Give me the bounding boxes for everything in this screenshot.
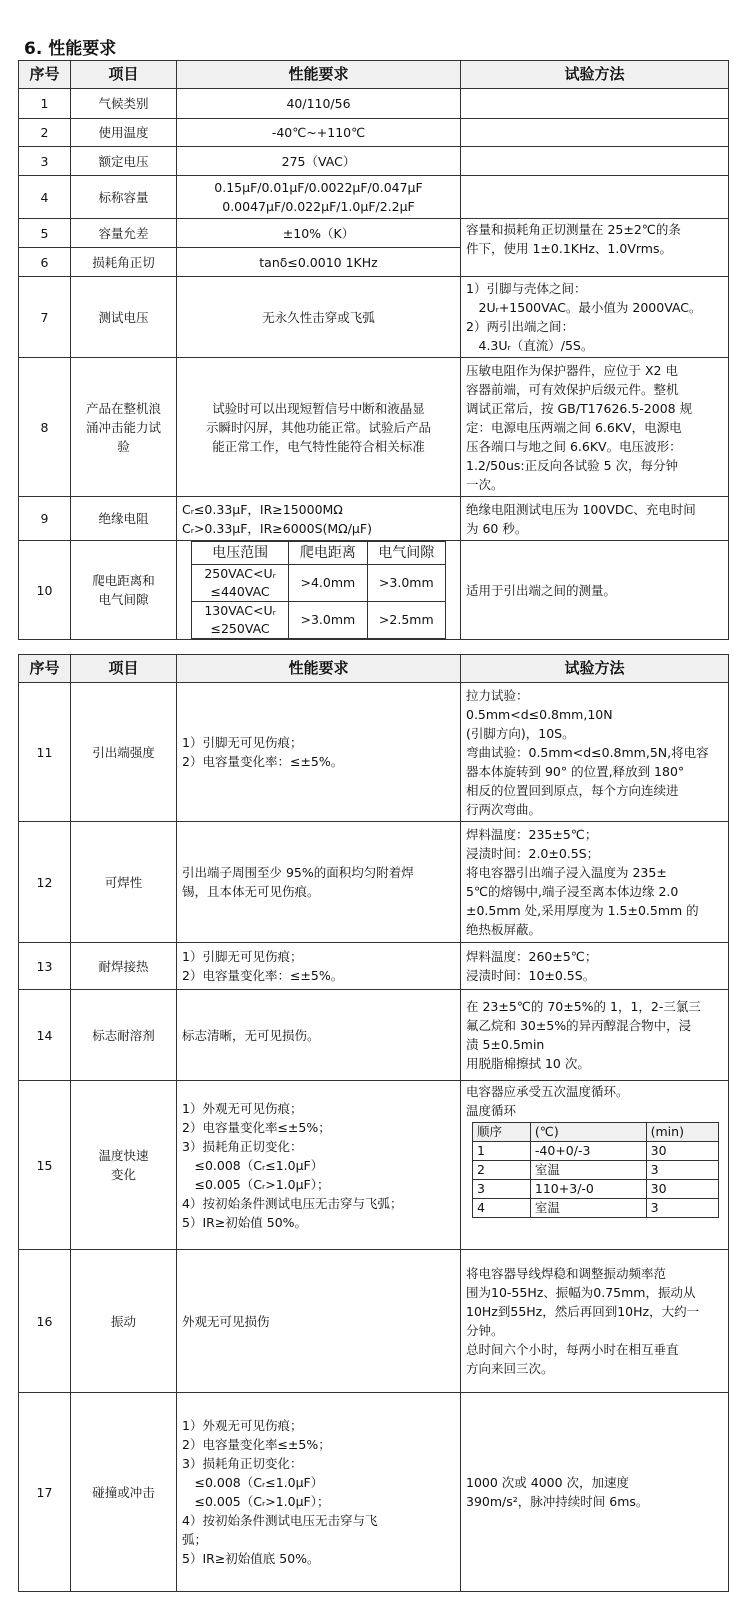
item-name [71, 277, 177, 358]
text-line: -40℃~+110℃ [271, 125, 366, 140]
subtable-header: (min) [646, 1123, 718, 1142]
row-number: 3 [19, 147, 71, 176]
item-name [71, 219, 177, 248]
text-line: 浸渍时间：2.0±0.5S； [466, 846, 600, 861]
text-line: 0.0047μF/0.022μF/1.0μF/2.2μF [222, 199, 415, 214]
requirement [177, 943, 461, 990]
text-line: 试验时可以出现短暂信号中断和液晶显 [212, 400, 425, 416]
text-line: 1000 次或 4000 次，加速度 [466, 1475, 630, 1490]
row-number: 15 [19, 1081, 71, 1250]
table-row [19, 277, 729, 358]
cycle-time: 3 [646, 1161, 718, 1180]
text-line: 绝热板屏蔽。 [466, 922, 542, 937]
row-number: 1 [19, 89, 71, 119]
text-line: 耐焊接热 [98, 958, 149, 974]
text-line: 为 60 秒。 [466, 520, 528, 536]
text-line: 标称容量 [98, 189, 149, 205]
text-line: 1）外观无可见伤痕； [182, 1100, 303, 1116]
text-line: 分钟。 [466, 1323, 504, 1338]
column-header: 试验方法 [461, 61, 729, 89]
requirement [177, 248, 461, 277]
table-row [19, 541, 729, 640]
text-line: ≤440VAC [210, 584, 270, 599]
text-line: 气候类别 [98, 96, 149, 111]
text-line: 40/110/56 [286, 96, 351, 111]
text-line: ≤0.008（Cᵣ≤1.0μF） [182, 1157, 324, 1173]
item-name [71, 990, 177, 1081]
text-line: 容器前端，可有效保护后级元件。整机 [466, 381, 679, 397]
item-name [71, 176, 177, 219]
text-line: 相反的位置回到原点，每个方向连续进 [466, 782, 679, 798]
text-line: 焊料温度：235±5℃； [466, 827, 598, 842]
cycle-seq: 1 [473, 1142, 531, 1161]
test-method [461, 89, 729, 119]
subtable-header: 顺序 [473, 1123, 531, 1142]
text-line: 额定电压 [98, 153, 149, 169]
cycle-seq: 2 [473, 1161, 531, 1180]
subtable-row [192, 565, 446, 602]
text-line: 标志清晰，无可见损伤。 [182, 1027, 320, 1043]
voltage-range [192, 565, 289, 602]
subtable-header: (℃) [530, 1123, 646, 1142]
text-line: ≤0.005（Cᵣ>1.0μF）； [182, 1494, 330, 1509]
subtable-header: 电气间隙 [367, 542, 445, 565]
subtable-header: 爬电距离 [289, 542, 367, 565]
text-line: 使用温度 [98, 125, 149, 140]
item-name [71, 943, 177, 990]
text-line: 温度快速 [98, 1148, 149, 1163]
text-line: Cᵣ≤0.33μF，IR≥15000MΩ [182, 501, 343, 517]
item-name [71, 541, 177, 640]
text-line: 电气间隙 [98, 592, 149, 607]
requirement [177, 176, 461, 219]
column-header: 序号 [19, 655, 71, 683]
requirement [177, 358, 461, 497]
text-line: 测试电压 [98, 309, 149, 325]
creepage: >4.0mm [289, 565, 367, 602]
requirement [177, 990, 461, 1081]
text-line: 爬电距离和 [92, 573, 155, 588]
test-method [461, 147, 729, 176]
item-name [71, 1393, 177, 1592]
temperature-cycle-subtable [472, 1122, 719, 1218]
text-line: ≤0.005（Cᵣ>1.0μF）； [182, 1176, 330, 1192]
text-line: 0.15μF/0.01μF/0.0022μF/0.047μF [214, 180, 423, 195]
text-line: 引出端强度 [92, 744, 155, 760]
text-line: 温度循环 [466, 1103, 517, 1118]
test-method [461, 277, 729, 358]
row-number: 6 [19, 248, 71, 277]
item-name [71, 1250, 177, 1393]
table-row [19, 943, 729, 990]
clearance: >2.5mm [367, 602, 445, 639]
text-line: 1）引脚无可见伤痕； [182, 949, 303, 964]
column-header: 项目 [71, 61, 177, 89]
text-line: 压敏电阻作为保护器件，应位于 X2 电 [466, 362, 678, 378]
text-line: 渍 5±0.5min [466, 1037, 545, 1052]
table-row [19, 89, 729, 119]
text-line: 引出端子周围至少 95%的面积均匀附着焊 [182, 865, 414, 880]
creepage: >3.0mm [289, 602, 367, 639]
subtable-row [473, 1180, 719, 1199]
row-number: 16 [19, 1250, 71, 1393]
text-line: Cᵣ>0.33μF，IR≥6000S(MΩ/μF) [182, 520, 372, 536]
text-line: 4）按初始条件测试电压无击穿与飞 [182, 1513, 378, 1528]
row-number: 9 [19, 497, 71, 541]
table-row [19, 683, 729, 822]
text-line: 压各端口与地之间 6.6KV。电压波形： [466, 438, 682, 454]
test-method [461, 119, 729, 147]
requirement [177, 541, 461, 640]
item-name [71, 89, 177, 119]
table-row [19, 119, 729, 147]
column-header: 序号 [19, 61, 71, 89]
row-number: 7 [19, 277, 71, 358]
text-line: 围为10-55Hz、振幅为0.75mm，振动从 [466, 1285, 696, 1300]
text-line: 行两次弯曲。 [466, 801, 542, 817]
column-header: 项目 [71, 655, 177, 683]
text-line: 焊料温度：260±5℃； [466, 949, 598, 964]
text-line: 在 23±5℃的 70±5%的 1，1，2-三氯三 [466, 999, 701, 1014]
subtable-row [473, 1199, 719, 1218]
text-line: 2）电容量变化率：≤±5%。 [182, 754, 344, 769]
text-line: 4.3Uᵣ（直流）/5S。 [466, 338, 594, 353]
text-line: 可焊性 [104, 874, 143, 890]
table-row [19, 497, 729, 541]
test-method [461, 683, 729, 822]
test-method [461, 822, 729, 943]
text-line: 电容器应承受五次温度循环。 [466, 1084, 629, 1099]
row-number: 10 [19, 541, 71, 640]
table-row [19, 176, 729, 219]
cycle-temp: 室温 [530, 1161, 646, 1180]
text-line: 总时间六个小时，每两小时在相互垂直 [466, 1342, 679, 1357]
text-line: 1）引脚无可见伤痕； [182, 735, 303, 750]
text-line: 拉力试验： [466, 687, 529, 703]
item-name [71, 497, 177, 541]
text-line: 振动 [110, 1313, 136, 1329]
row-number: 12 [19, 822, 71, 943]
test-method [461, 1081, 729, 1250]
text-line: 示瞬时闪屏，其他功能正常。试验后产品 [205, 419, 431, 435]
test-method [461, 1393, 729, 1592]
cycle-time: 30 [646, 1180, 718, 1199]
table-row [19, 1393, 729, 1592]
text-line: ±0.5mm 处,采用厚度为 1.5±0.5mm 的 [466, 903, 699, 918]
test-method [461, 176, 729, 219]
text-line: 容量和损耗角正切测量在 25±2℃的条 [466, 222, 681, 237]
text-line: 用脱脂棉擦拭 10 次。 [466, 1056, 590, 1071]
row-number: 8 [19, 358, 71, 497]
column-header: 性能要求 [177, 61, 461, 89]
text-line: 2Uᵣ+1500VAC。最小值为 2000VAC。 [466, 300, 702, 315]
text-line: 390m/s²，脉冲持续时间 6ms。 [466, 1494, 649, 1509]
text-line: 标志耐溶剂 [92, 1027, 155, 1043]
table-row [19, 1250, 729, 1393]
text-line: (引脚方向)，10S。 [466, 725, 575, 741]
text-line: 将电容器引出端子浸入温度为 235± [466, 865, 667, 880]
text-line: 4）按初始条件测试电压无击穿与飞弧； [182, 1195, 403, 1211]
cycle-seq: 4 [473, 1199, 531, 1218]
test-method [461, 1250, 729, 1393]
requirement [177, 89, 461, 119]
text-line: 2）两引出端之间： [466, 319, 574, 334]
text-line: 验 [117, 438, 130, 454]
text-line: 容量允差 [98, 225, 149, 241]
requirement [177, 1081, 461, 1250]
table-row [19, 147, 729, 176]
requirement [177, 1250, 461, 1393]
test-method [461, 497, 729, 541]
requirement [177, 822, 461, 943]
header-row [19, 655, 729, 683]
test-method [461, 541, 729, 640]
table-row [19, 358, 729, 497]
item-name [71, 147, 177, 176]
table1 [18, 60, 729, 640]
subtable-row [473, 1142, 719, 1161]
text-line: 10Hz到55Hz，然后再回到10Hz，大约一 [466, 1304, 700, 1319]
text-line: 定：电源电压两端之间 6.6KV，电源电 [466, 419, 682, 435]
row-number: 17 [19, 1393, 71, 1592]
cycle-temp: -40+0/-3 [530, 1142, 646, 1161]
item-name [71, 248, 177, 277]
row-number: 14 [19, 990, 71, 1081]
text-line: 适用于引出端之间的测量。 [466, 582, 617, 598]
item-name [71, 358, 177, 497]
row-number: 11 [19, 683, 71, 822]
text-line: 损耗角正切 [92, 254, 155, 270]
text-line: 2）电容量变化率≤±5%； [182, 1437, 331, 1452]
text-line: 碰撞或冲击 [92, 1484, 155, 1500]
text-line: 130VAC<Uᵣ [204, 603, 276, 618]
text-line: 涌冲击能力试 [85, 419, 161, 435]
text-line: 氟乙烷和 30±5%的异丙醇混合物中，浸 [466, 1018, 692, 1033]
section-title: 6. 性能要求 [24, 39, 117, 59]
requirement [177, 277, 461, 358]
text-line: ±10%（K） [282, 225, 355, 241]
requirement [177, 683, 461, 822]
text-line: 调试正常后，按 GB/T17626.5-2008 规 [466, 400, 693, 416]
table-row [19, 990, 729, 1081]
cycle-temp: 110+3/-0 [530, 1180, 646, 1199]
table-row [19, 219, 729, 248]
text-line: 弧； [182, 1532, 208, 1547]
text-line: 方向来回三次。 [466, 1361, 554, 1376]
row-number: 13 [19, 943, 71, 990]
column-header: 性能要求 [177, 655, 461, 683]
text-line: ≤0.008（Cᵣ≤1.0μF） [182, 1475, 324, 1490]
item-name [71, 1081, 177, 1250]
text-line: 1.2/50us:正反向各试验 5 次，每分钟 [466, 457, 679, 473]
text-line: 一次。 [466, 476, 504, 492]
voltage-range [192, 602, 289, 639]
row-number: 4 [19, 176, 71, 219]
test-method [461, 943, 729, 990]
text-line: 0.5mm<d≤0.8mm,10N [466, 706, 613, 722]
text-line: 将电容器导线焊稳和调整振动频率范 [466, 1266, 667, 1281]
text-line: 5）IR≥初始值 50%。 [182, 1214, 308, 1230]
text-line: 件下，使用 1±0.1KHz、1.0Vrms。 [466, 241, 672, 256]
cycle-seq: 3 [473, 1180, 531, 1199]
column-header: 试验方法 [461, 655, 729, 683]
text-line: 3）损耗角正切变化： [182, 1138, 303, 1154]
text-line: 浸渍时间：10±0.5S。 [466, 968, 596, 983]
row-number: 5 [19, 219, 71, 248]
table-row [19, 1081, 729, 1250]
creepage-subtable [191, 541, 446, 639]
text-line: 外观无可见损伤 [182, 1313, 270, 1329]
cycle-time: 30 [646, 1142, 718, 1161]
requirement [177, 147, 461, 176]
table2 [18, 654, 729, 1592]
text-line: tanδ≤0.0010 1KHz [259, 254, 378, 270]
subtable-header: 电压范围 [192, 542, 289, 565]
text-line: 2）电容量变化率：≤±5%。 [182, 968, 344, 983]
text-line: 2）电容量变化率≤±5%； [182, 1119, 331, 1135]
requirement [177, 497, 461, 541]
subtable-row [473, 1161, 719, 1180]
requirement [177, 219, 461, 248]
text-line: ≤250VAC [210, 621, 270, 636]
subtable-row [192, 602, 446, 639]
item-name [71, 683, 177, 822]
row-number: 2 [19, 119, 71, 147]
test-method [461, 358, 729, 497]
text-line: 器本体旋转到 90° 的位置,释放到 180° [466, 763, 685, 779]
text-line: 绝缘电阻测试电压为 100VDC、充电时间 [466, 501, 696, 517]
text-line: 产品在整机浪 [85, 400, 161, 416]
requirement [177, 1393, 461, 1592]
header-row [19, 61, 729, 89]
table-row [19, 822, 729, 943]
text-line: 锡，且本体无可见伤痕。 [182, 884, 320, 899]
text-line: 能正常工作，电气特性能符合相关标准 [212, 438, 425, 454]
item-name [71, 119, 177, 147]
item-name [71, 822, 177, 943]
text-line: 1）引脚与壳体之间： [466, 281, 587, 296]
requirement [177, 119, 461, 147]
clearance: >3.0mm [367, 565, 445, 602]
text-line: 275（VAC） [281, 153, 356, 169]
text-line: 无永久性击穿或飞弧 [262, 309, 375, 325]
text-line: 5）IR≥初始值底 50%。 [182, 1551, 320, 1566]
test-method [461, 219, 729, 277]
text-line: 250VAC<Uᵣ [204, 566, 276, 581]
text-line: 1）外观无可见伤痕； [182, 1418, 303, 1433]
text-line: 5℃的熔锡中,端子浸至离本体边缘 2.0 [466, 884, 679, 899]
text-line: 弯曲试验：0.5mm<d≤0.8mm,5N,将电容 [466, 744, 709, 760]
text-line: 绝缘电阻 [98, 511, 149, 526]
cycle-time: 3 [646, 1199, 718, 1218]
test-method [461, 990, 729, 1081]
cycle-temp: 室温 [530, 1199, 646, 1218]
text-line: 3）损耗角正切变化： [182, 1456, 303, 1471]
text-line: 变化 [110, 1167, 136, 1182]
